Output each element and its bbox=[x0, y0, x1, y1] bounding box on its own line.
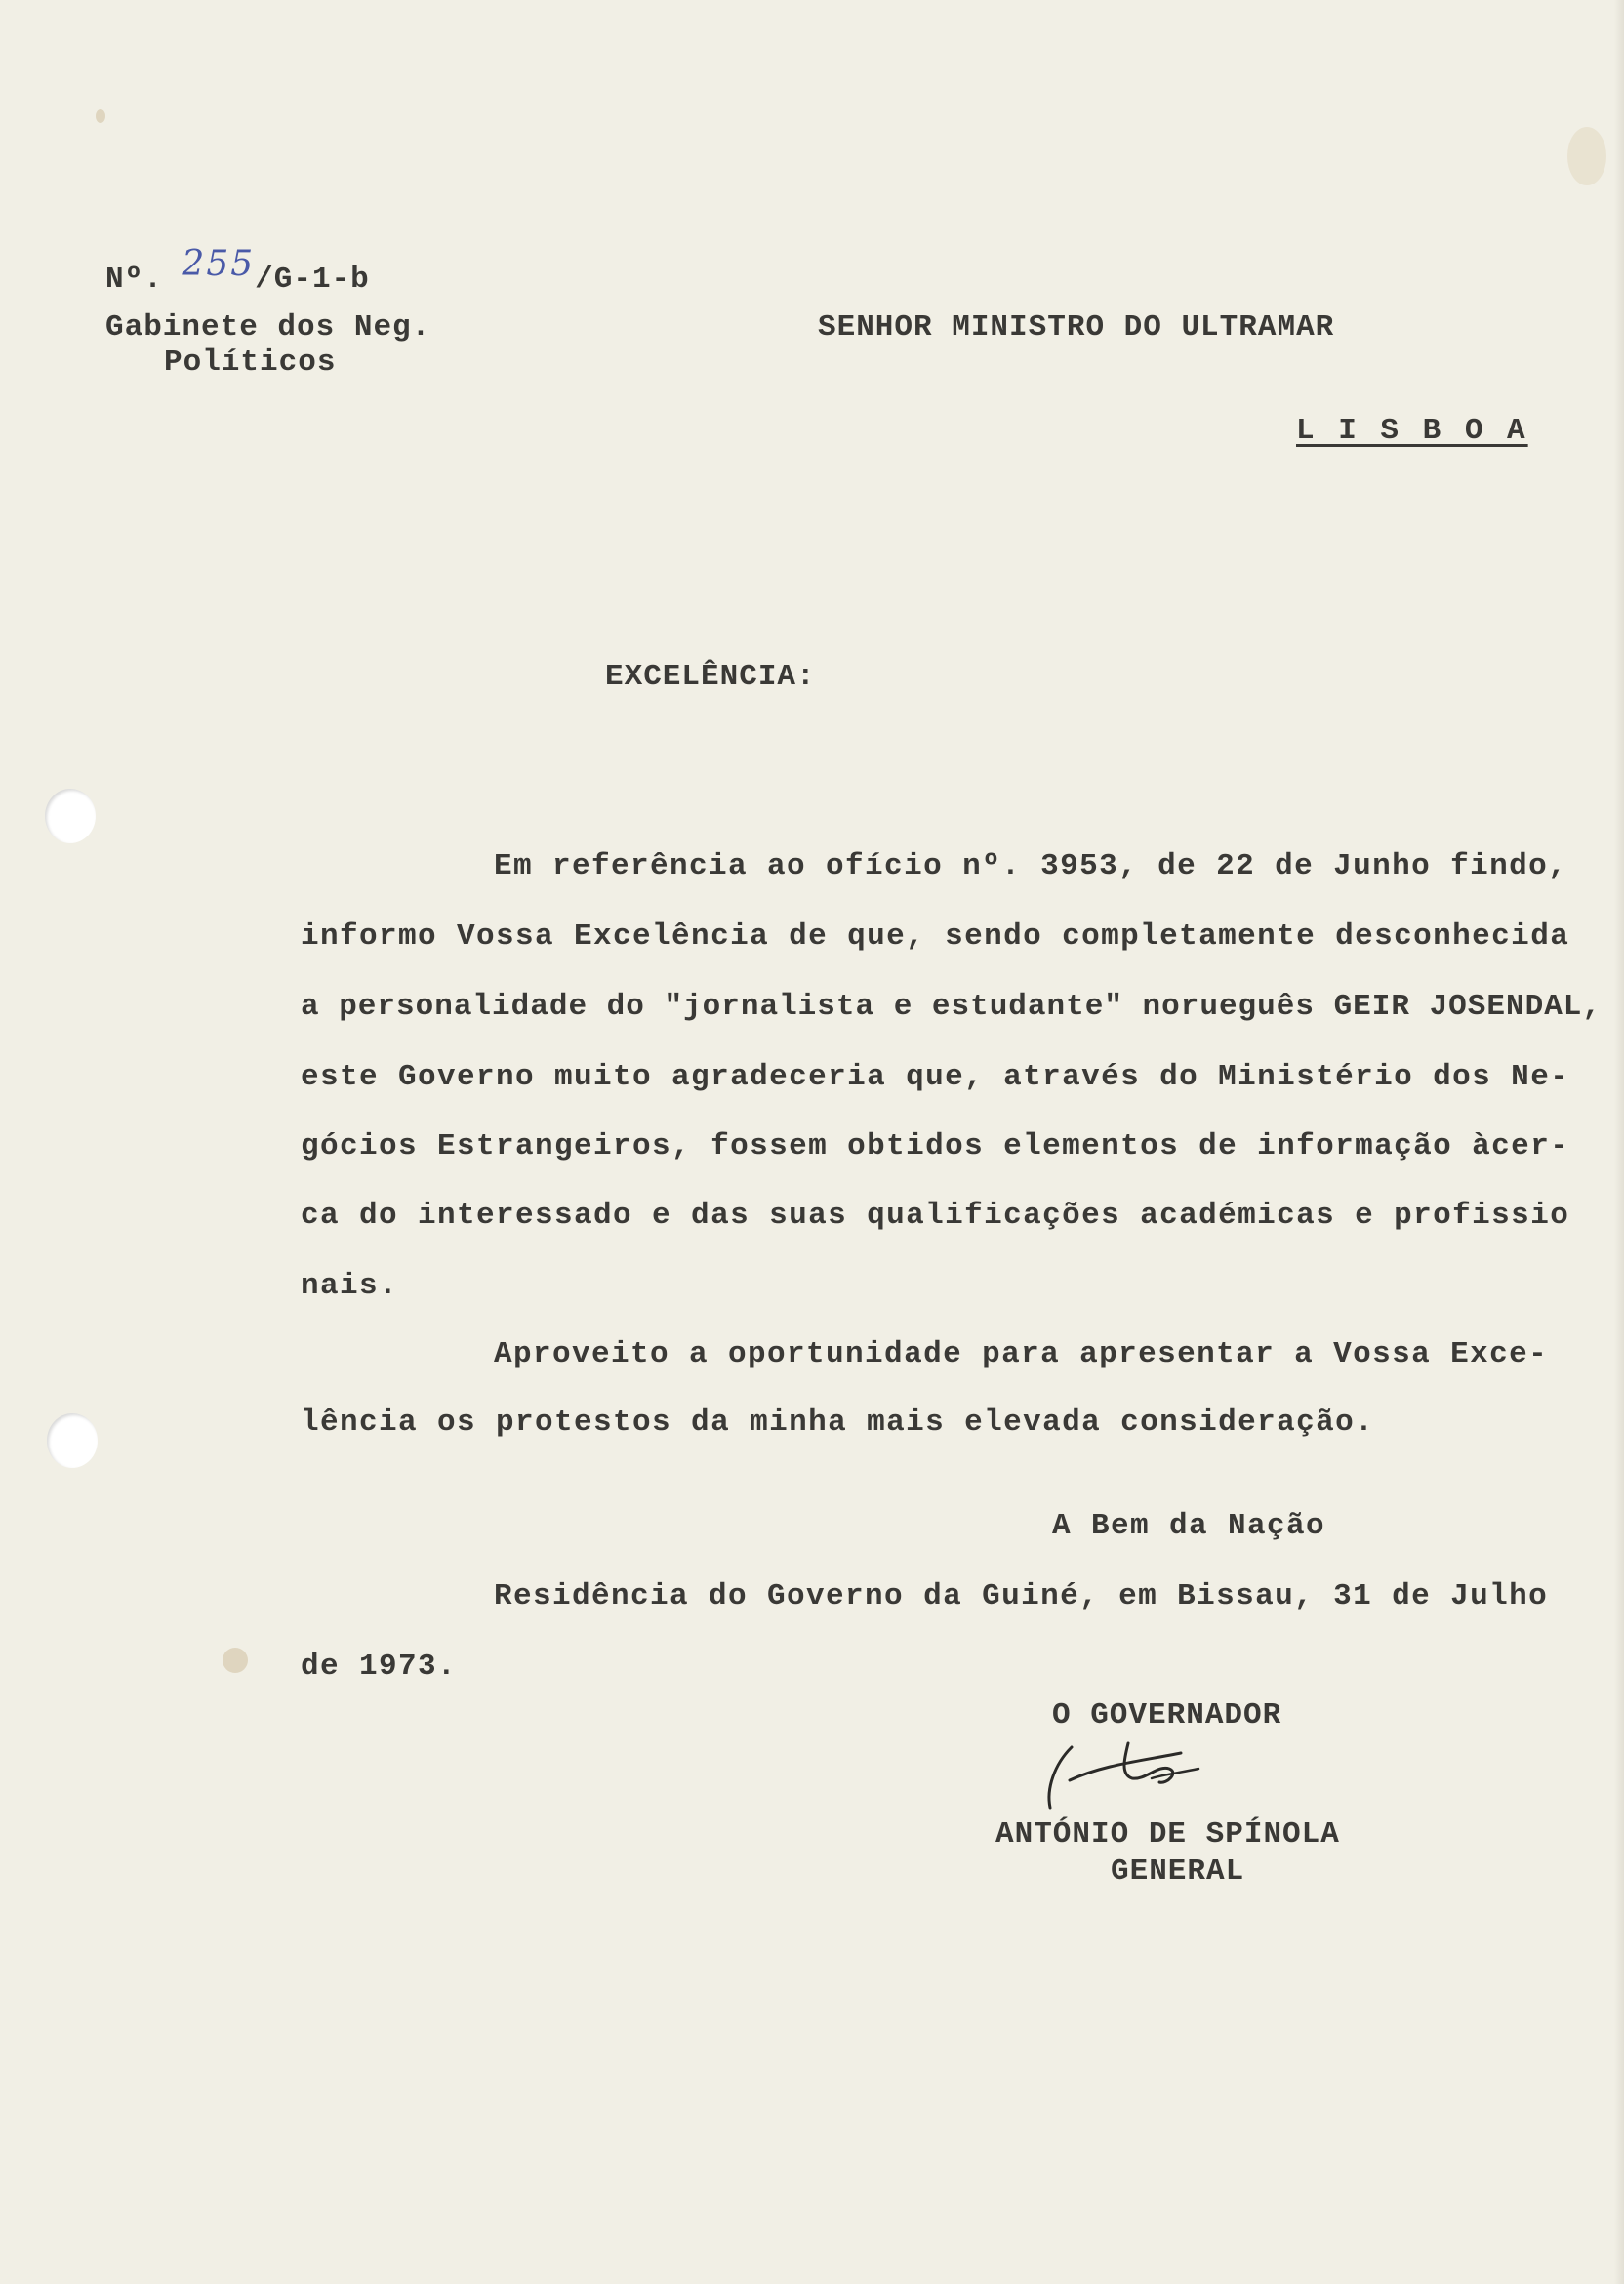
body-line: a personalidade do "jornalista e estudante" norueguês GEIR JOSENDAL, bbox=[301, 990, 1603, 1024]
reference-handwritten-number: 255 bbox=[182, 244, 256, 284]
body-line: Aproveito a oportunidade para apresentar a Vossa Exce- bbox=[494, 1337, 1549, 1371]
body-line: ca do interessado e das suas qualificações académicas e profissio bbox=[301, 1199, 1570, 1233]
body-line: Em referência ao ofício nº. 3953, de 22 de Junho findo, bbox=[494, 849, 1568, 883]
place-date-line-2: de 1973. bbox=[301, 1650, 458, 1684]
salutation: EXCELÊNCIA: bbox=[605, 660, 816, 694]
signatory-rank: GENERAL bbox=[1111, 1855, 1245, 1889]
signatory-name: ANTÓNIO DE SPÍNOLA bbox=[995, 1817, 1340, 1852]
punch-hole-bottom bbox=[47, 1413, 98, 1468]
body-line: lência os protestos da minha mais elevada consideração. bbox=[301, 1406, 1375, 1440]
place-date-line-1: Residência do Governo da Guiné, em Bissau, 31 de Julho bbox=[494, 1579, 1549, 1613]
paper-stain bbox=[1567, 127, 1606, 185]
reference-prefix: Nº. bbox=[105, 263, 163, 297]
body-line: gócios Estrangeiros, fossem obtidos elementos de informação àcer- bbox=[301, 1129, 1570, 1163]
body-line: informo Vossa Excelência de que, sendo completamente desconhecida bbox=[301, 919, 1570, 954]
body-line: este Governo muito agradeceria que, através do Ministério dos Ne- bbox=[301, 1060, 1570, 1094]
reference-number bbox=[105, 244, 370, 297]
closing-motto: A Bem da Nação bbox=[1052, 1509, 1326, 1543]
office-line-1: Gabinete dos Neg. bbox=[105, 310, 431, 345]
office-line-2: Políticos bbox=[164, 346, 337, 380]
paper-stain bbox=[223, 1648, 248, 1673]
signature-role: O GOVERNADOR bbox=[1052, 1698, 1282, 1733]
paper-stain bbox=[96, 109, 105, 123]
addressee-title: SENHOR MINISTRO DO ULTRAMAR bbox=[818, 310, 1335, 345]
body-line: nais. bbox=[301, 1269, 399, 1303]
punch-hole-top bbox=[45, 789, 96, 843]
reference-suffix: /G-1-b bbox=[255, 263, 370, 297]
addressee-city: L I S B O A bbox=[1296, 414, 1528, 448]
handwritten-signature bbox=[1035, 1735, 1220, 1823]
